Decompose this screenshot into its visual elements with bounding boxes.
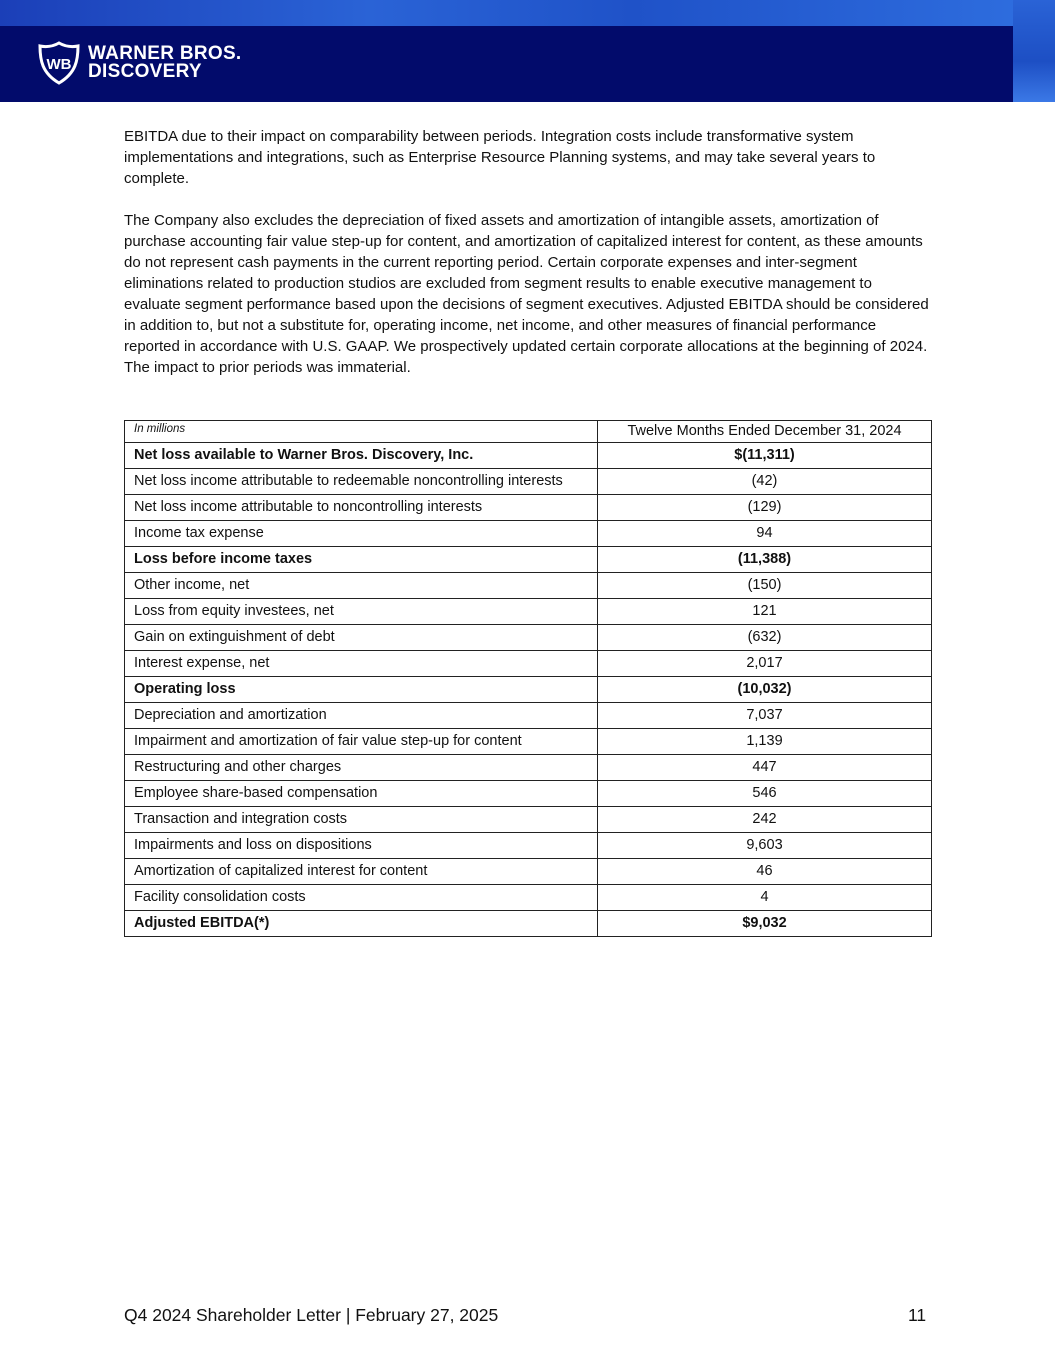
row-label: Loss from equity investees, net <box>125 599 598 625</box>
page-header <box>0 0 1055 102</box>
logo-line-1: WARNER BROS. <box>88 43 242 64</box>
wb-shield-icon <box>36 40 82 86</box>
row-value: (42) <box>598 469 932 495</box>
table-row <box>125 911 932 937</box>
row-value: 46 <box>598 859 932 885</box>
footer-document-title: Q4 2024 Shareholder Letter | February 27, 2025 <box>124 1305 499 1325</box>
row-label: Net loss income attributable to noncontrolling interests <box>125 495 598 521</box>
row-value: (129) <box>598 495 932 521</box>
table-row <box>125 781 932 807</box>
table-header-row <box>125 421 932 443</box>
row-label: Transaction and integration costs <box>125 807 598 833</box>
table-row <box>125 833 932 859</box>
row-label: Facility consolidation costs <box>125 885 598 911</box>
row-value: 4 <box>598 885 932 911</box>
table-row <box>125 651 932 677</box>
table-row <box>125 859 932 885</box>
logo-line-2: DISCOVERY <box>88 61 202 82</box>
table-row <box>125 495 932 521</box>
row-label: Interest expense, net <box>125 651 598 677</box>
row-label: Loss before income taxes <box>125 547 598 573</box>
table-row <box>125 625 932 651</box>
table-row <box>125 729 932 755</box>
logo-wordmark <box>88 45 242 81</box>
row-value: 2,017 <box>598 651 932 677</box>
table-row <box>125 521 932 547</box>
ebitda-reconciliation-table <box>124 420 932 937</box>
row-value: 121 <box>598 599 932 625</box>
row-value: (150) <box>598 573 932 599</box>
row-label: Restructuring and other charges <box>125 755 598 781</box>
row-value: (11,388) <box>598 547 932 573</box>
table-row <box>125 885 932 911</box>
row-label: Net loss available to Warner Bros. Discovery, Inc. <box>125 443 598 469</box>
logo-initials: WB <box>46 56 72 73</box>
row-label: Gain on extinguishment of debt <box>125 625 598 651</box>
table-row <box>125 599 932 625</box>
row-label: Depreciation and amortization <box>125 703 598 729</box>
table-row <box>125 573 932 599</box>
table-row <box>125 443 932 469</box>
row-value: (10,032) <box>598 677 932 703</box>
unit-label: In millions <box>125 421 598 443</box>
body-text <box>124 126 932 378</box>
table-row <box>125 703 932 729</box>
table-row <box>125 807 932 833</box>
row-label: Net loss income attributable to redeemable noncontrolling interests <box>125 469 598 495</box>
row-value: 447 <box>598 755 932 781</box>
row-value: 7,037 <box>598 703 932 729</box>
row-value: 1,139 <box>598 729 932 755</box>
row-label: Operating loss <box>125 677 598 703</box>
row-label: Impairments and loss on dispositions <box>125 833 598 859</box>
row-value: $9,032 <box>598 911 932 937</box>
header-gradient-band <box>0 0 1055 26</box>
row-value: 546 <box>598 781 932 807</box>
row-label: Adjusted EBITDA(*) <box>125 911 598 937</box>
header-right-accent <box>1013 0 1055 102</box>
row-value: 9,603 <box>598 833 932 859</box>
row-value: $(11,311) <box>598 443 932 469</box>
paragraph-1: EBITDA due to their impact on comparability between periods. Integration costs include transformative system implementations and integrations, such as Enterprise Resource Planning systems, and may take several years to complete. <box>124 128 876 187</box>
page-number: 11 <box>908 1305 927 1325</box>
row-label: Other income, net <box>125 573 598 599</box>
table-row <box>125 755 932 781</box>
row-value: 242 <box>598 807 932 833</box>
table-row <box>125 677 932 703</box>
company-logo <box>36 40 242 86</box>
row-label: Income tax expense <box>125 521 598 547</box>
row-label: Amortization of capitalized interest for content <box>125 859 598 885</box>
table-row <box>125 547 932 573</box>
row-label: Impairment and amortization of fair value step-up for content <box>125 729 598 755</box>
column-header: Twelve Months Ended December 31, 2024 <box>598 421 932 443</box>
paragraph-2: The Company also excludes the depreciation of fixed assets and amortization of intangible assets, amortization of purchase accounting fair value step-up for content, and amortization of capitalized interest for content, as these amounts do not represent cash payments in the current reporting period. Certain corporate expenses and inter-segment eliminations related to production studios are excluded from segment results to enable executive management to evaluate segment performance based upon the decisions of segment executives. Adjusted EBITDA should be considered in addition to, but not a substitute for, operating income, net income, and other measures of financial performance reported in accordance with U.S. GAAP. We prospectively updated certain corporate allocations at the beginning of 2024. The impact to prior periods was immaterial. <box>124 212 929 376</box>
row-label: Employee share-based compensation <box>125 781 598 807</box>
table-row <box>125 469 932 495</box>
row-value: 94 <box>598 521 932 547</box>
row-value: (632) <box>598 625 932 651</box>
